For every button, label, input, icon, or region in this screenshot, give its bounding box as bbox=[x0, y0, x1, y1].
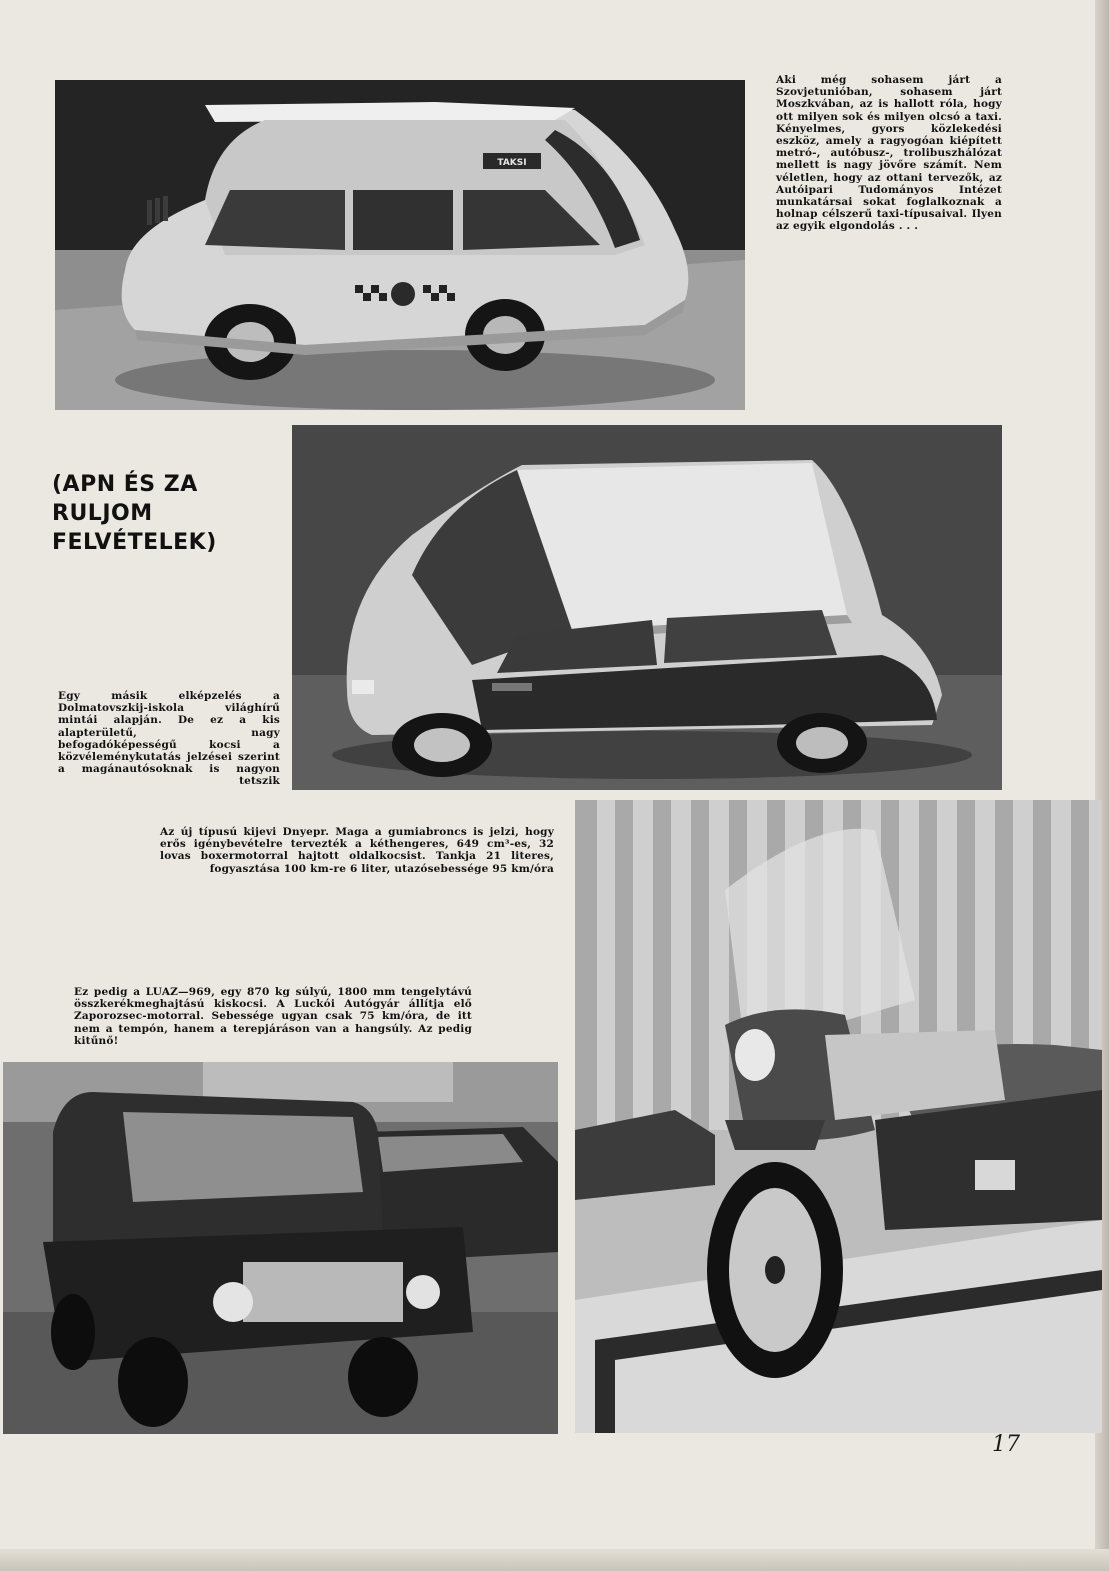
taxi-concept-photo bbox=[55, 80, 745, 410]
luaz-caption: Ez pedig a LUAZ—969, egy 870 kg súlyú, 1800 mm tengelytávú összkerékmeghajtású kiskocsi. A Luckói Autógyár állítja elő Zaporozsec-motorral. Sebessége ugyan csak 75 km/óra, de itt nem a tempón, hanem a terepjáráson van a hangsúly. Az pedig kitűnő! bbox=[74, 986, 472, 1047]
minicar-concept-photo bbox=[292, 425, 1002, 790]
page-number: 17 bbox=[992, 1432, 1020, 1457]
dnyepr-motorcycle-photo bbox=[575, 800, 1102, 1433]
photo-credit: (APN ÉS ZA RULJOM FELVÉTELEK) bbox=[52, 472, 217, 555]
minicar-caption: Egy másik elképzelés a Dolmatovszkij-iskola világhírű mintái alapján. De ez a kis alapterületű, nagy befogadóképességű kocsi a közvéleménykutatás jelzései szerint a magánautósoknak is nagyon tetszik bbox=[58, 690, 280, 788]
page-edge-bottom bbox=[0, 1549, 1109, 1571]
taxi-caption: Aki még sohasem járt a Szovjetunióban, sohasem járt Moszkvában, az is hallott róla, hogy ott milyen sok és milyen olcsó a taxi. Kényelmes, gyors közlekedési eszköz, amely a ragyogóan kiépített metró-, autóbusz-, trolibuszhálózat mellett is nagy jövőre számít. Nem véletlen, hogy az ottani tervezők, az Autóipari Tudományos Intézet munkatársai sokat foglalkoznak a holnap célszerű taxi-típusaival. Ilyen az egyik elgondolás . . . bbox=[776, 74, 1002, 233]
taxi-roof-sign: TAKSI bbox=[497, 158, 527, 168]
dnyepr-caption: Az új típusú kijevi Dnyepr. Maga a gumiabroncs is jelzi, hogy erős igénybevételre tervezték a kéthengeres, 649 cm³-es, 32 lovas boxermotorral hajtott oldalkocsist. Tankja 21 literes, fogyasztása 100 km-re 6 liter, utazósebessége 95 km/óra bbox=[160, 826, 554, 875]
luaz-969-photo bbox=[3, 1062, 558, 1434]
